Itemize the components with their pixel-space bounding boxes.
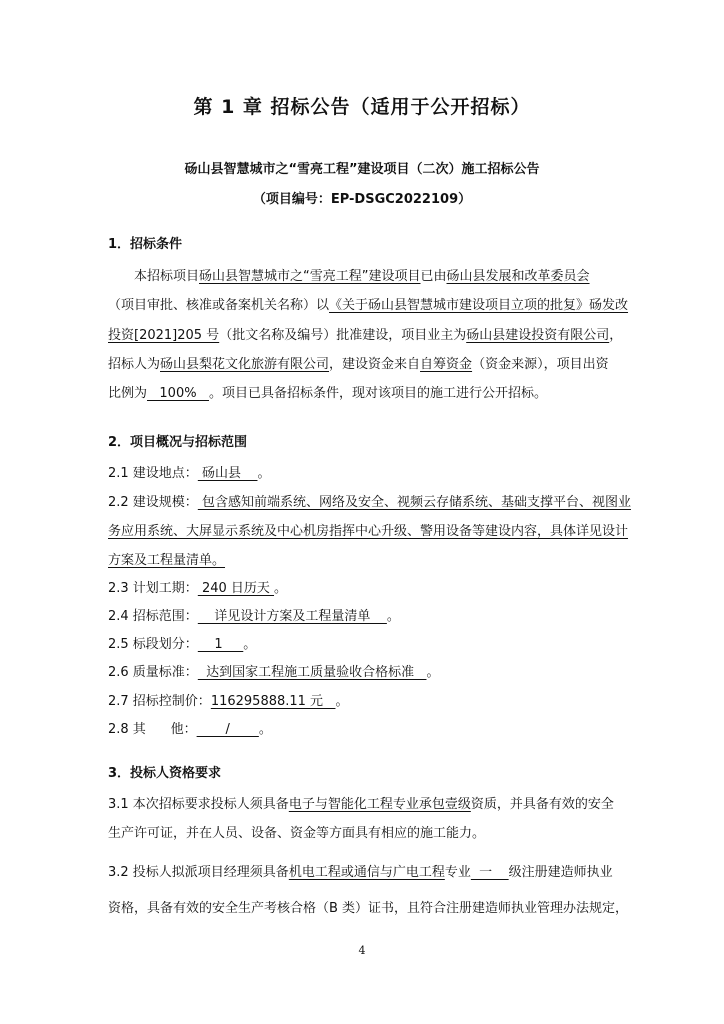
s1-text: 已由: [420, 269, 447, 284]
s1-text: 比例为: [108, 386, 148, 401]
qualification-field: 电子与智能化工程专业承包壹级: [288, 797, 471, 812]
s2-row-scale-cont: [108, 522, 628, 542]
s3-text: 3.1 本次招标要求投标人须具备: [108, 797, 289, 812]
quality-field: 达到国家工程施工质量验收合格标准: [197, 665, 427, 680]
s3-text: 专业: [444, 865, 471, 880]
s1-text: ，: [609, 328, 623, 343]
s2-row-scale: [108, 493, 631, 513]
s3-p2-line-2: [108, 899, 628, 919]
s2-label: 2.5 标段划分：: [108, 637, 198, 652]
s1-line-4: [108, 355, 609, 375]
s2-text: 。: [243, 637, 257, 652]
s1-text: 招标人为: [108, 357, 161, 372]
s2-text: 。: [258, 722, 272, 737]
s2-row-scope: [108, 607, 400, 627]
s2-text: 。: [257, 466, 271, 481]
s3-p1-line-2: [108, 824, 485, 844]
section-3-heading: 3．投标人资格要求: [108, 766, 222, 781]
s1-line-2: [108, 296, 628, 316]
s2-text: 。: [274, 581, 288, 596]
s2-label: 2.8 其 他：: [108, 722, 197, 737]
price-cap-field: 116295888.11 元: [210, 694, 336, 709]
s2-row-quality: [108, 663, 440, 683]
s3-text: 生产许可证，并在人员、设备、资金等方面具有相应的施工能力。: [108, 826, 486, 841]
approval-doc-number: 投资[2021]205 号: [108, 328, 220, 343]
s3-p2-line-1: [108, 863, 613, 883]
pm-grade-field: 一: [470, 865, 509, 880]
section-2-heading: 2．项目概况与招标范围: [108, 435, 248, 450]
s2-row-sections: [108, 635, 256, 655]
s2-label: 2.7 招标控制价：: [108, 694, 211, 709]
s1-text: 。项目已具备招标条件，现对该项目的施工进行公开招标。: [208, 386, 547, 401]
sections-field: 1: [197, 637, 244, 652]
s2-text: 。: [386, 609, 400, 624]
s2-label: 2.2 建设规模：: [108, 495, 198, 510]
s1-text: ，建设资金来自: [329, 357, 421, 372]
fund-source-field: 自筹资金: [420, 357, 473, 372]
s2-row-scale-end: [108, 551, 225, 571]
pm-specialty-field: 机电工程或通信与广电工程: [288, 865, 445, 880]
s2-row-duration: [108, 579, 287, 599]
s3-text: 资质，并具备有效的安全: [470, 797, 614, 812]
s3-p1-line-1: [108, 795, 614, 815]
tenderer-field: 砀山县梨花文化旅游有限公司: [160, 357, 330, 372]
project-number: （项目编号：EP-DSGC2022109）: [252, 192, 472, 207]
funding-ratio-field: 100%: [147, 386, 209, 401]
s2-row-location: [108, 464, 271, 484]
s2-label: 2.4 招标范围：: [108, 609, 198, 624]
s3-text: 3.2 投标人拟派项目经理须具备: [108, 865, 289, 880]
s2-label: 2.3 计划工期：: [108, 581, 198, 596]
s2-text: 。: [426, 665, 440, 680]
s2-row-other: [108, 720, 272, 740]
s1-line-1: [134, 267, 590, 287]
project-name-field: 砀山县智慧城市之“雪亮工程”建设项目: [199, 269, 421, 284]
scale-field-cont: 务应用系统、大屏显示系统及中心机房指挥中心升级、警用设备等建设内容，具体详见设计: [108, 524, 629, 539]
location-field: 砀山县: [197, 466, 258, 481]
s1-line-3: [108, 326, 622, 346]
other-field: /: [196, 722, 259, 737]
s3-text: 资格，具备有效的安全生产考核合格（B 类）证书，且符合注册建造师执业管理办法规定，: [108, 901, 629, 916]
s1-text: （资金来源），项目出资: [472, 357, 609, 372]
scope-field: 详见设计方案及工程量清单: [197, 609, 387, 624]
chapter-title: 第 1 章 招标公告（适用于公开招标）: [193, 96, 531, 118]
s1-text: （批文名称及编号）批准建设，项目业主为: [219, 328, 467, 343]
project-owner-field: 砀山县建设投资有限公司: [466, 328, 610, 343]
s1-text: （项目审批、核准或备案机关名称）以: [108, 298, 330, 313]
scale-field-end: 方案及工程量清单。: [108, 553, 226, 568]
approval-doc-field: 《关于砀山县智慧城市建设项目立项的批复》砀发改: [329, 298, 629, 313]
s2-label: 2.1 建设地点：: [108, 466, 198, 481]
s3-text: 级注册建造师执业: [508, 865, 613, 880]
notice-title: 砀山县智慧城市之“雪亮工程”建设项目（二次）施工招标公告: [184, 162, 540, 177]
s1-line-5: [108, 384, 547, 404]
approval-authority-field: 砀山县发展和改革委员会: [446, 269, 590, 284]
scale-field: 包含感知前端系统、网络及安全、视频云存储系统、基础支撑平台、视图业: [197, 495, 631, 510]
section-1-heading: 1．招标条件: [108, 237, 183, 252]
page-number: 4: [358, 944, 366, 957]
s2-text: 。: [335, 694, 349, 709]
s1-text: 本招标项目: [134, 269, 200, 284]
duration-field: 240 日历天: [197, 581, 275, 596]
s2-label: 2.6 质量标准：: [108, 665, 198, 680]
s2-row-price: [108, 692, 348, 712]
